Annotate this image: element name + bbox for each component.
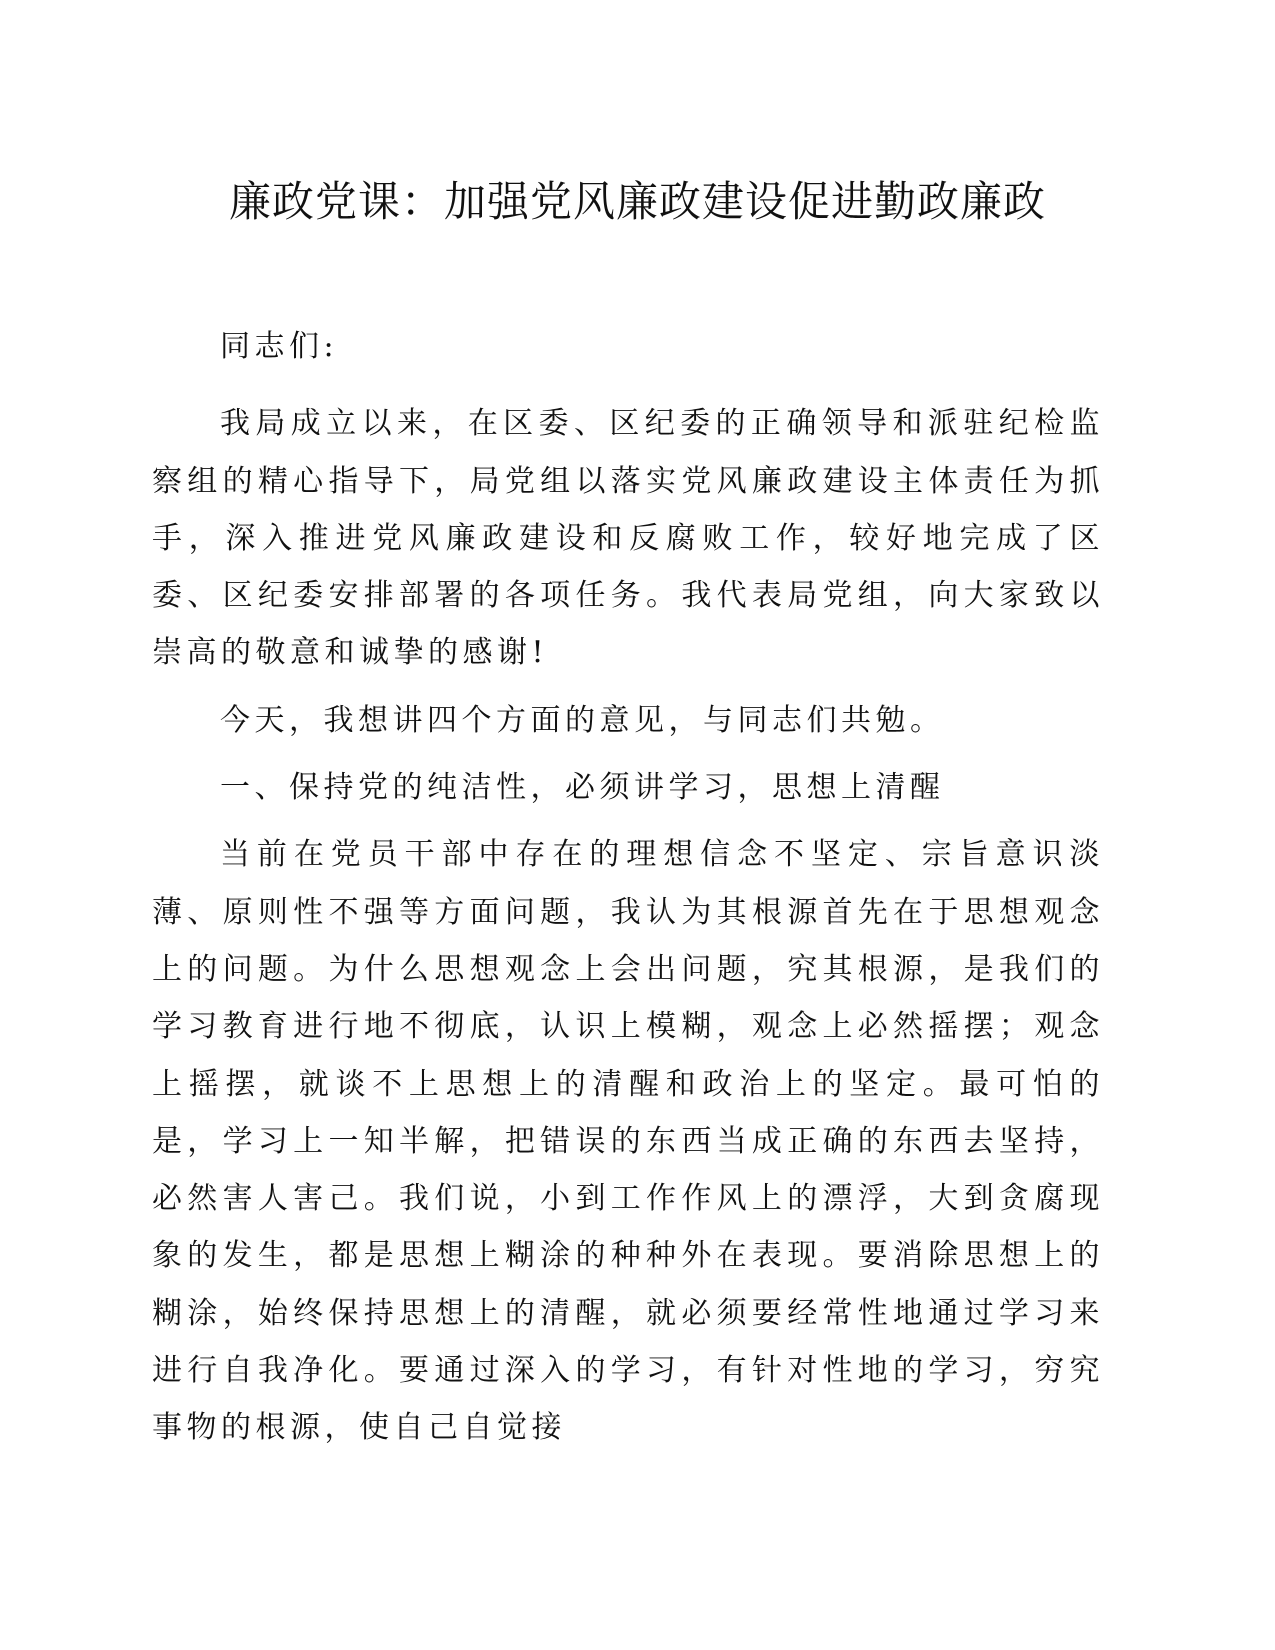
paragraph-introduction: 我局成立以来，在区委、区纪委的正确领导和派驻纪检监察组的精心指导下，局党组以落实党风廉政建设主体责任为抓手，深入推进党风廉政建设和反腐败工作，较好地完成了区委、区纪委安排部署的各项任务。我代表局党组，向大家致以崇高的敬意和诚挚的感谢! bbox=[152, 406, 1104, 671]
paragraph-greeting: 同志们: bbox=[220, 329, 339, 364]
paragraph-section-1-body: 当前在党员干部中存在的理想信念不坚定、宗旨意识淡薄、原则性不强等方面问题，我认为其根源首先在于思想观念上的问题。为什么思想观念上会出问题，究其根源，是我们的学习教育进行地不彻底，认识上模糊，观念上必然摇摆；观念上摇摆，就谈不上思想上的清醒和政治上的坚定。最可怕的是，学习上一知半解，把错误的东西当成正确的东西去坚持，必然害人害己。我们说，小到工作作风上的漂浮，大到贪腐现象的发生，都是思想上糊涂的种种外在表现。要消除思想上的糊涂，始终保持思想上的清醒，就必须要经常性地通过学习来进行自我净化。要通过深入的学习，有针对性地的学习，穷究事物的根源，使自己自觉接 bbox=[152, 837, 1104, 1446]
section-heading-1: 一、保持党的纯洁性，必须讲学习，思想上清醒 bbox=[220, 770, 945, 806]
document-title: 廉政党课：加强党风廉政建设促进勤政廉政 bbox=[228, 177, 1046, 226]
document-body bbox=[152, 318, 1104, 1465]
paragraph-agenda: 今天，我想讲四个方面的意见，与同志们共勉。 bbox=[220, 702, 945, 738]
